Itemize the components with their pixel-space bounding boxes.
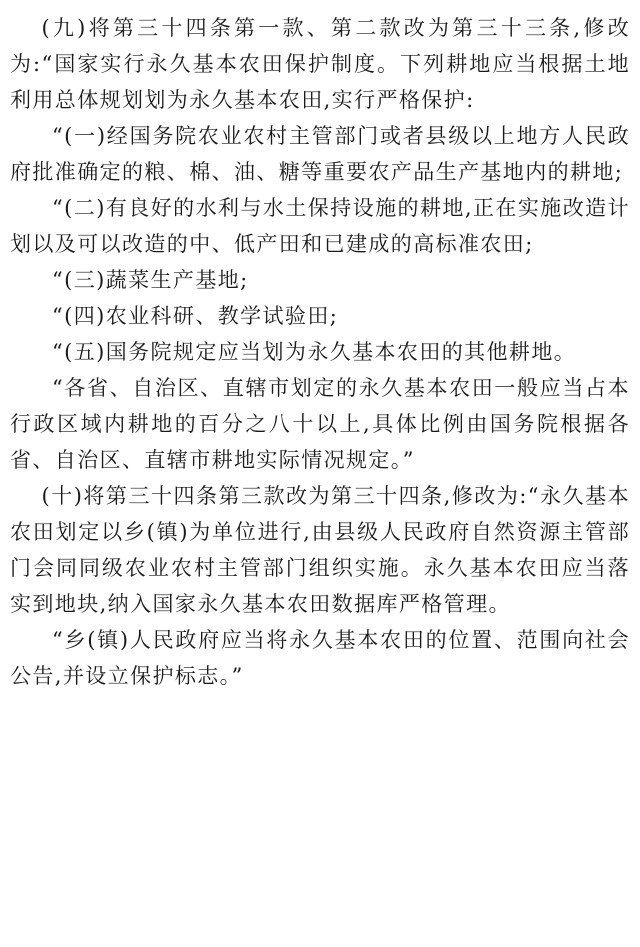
paragraph-clause-3: “(三)蔬菜生产基地; [52, 268, 249, 292]
paragraph-clause-1: “(一)经国务院农业农村主管部门或者县级以上地方人民政府批准确定的粮、棉、油、糖等重要农产品生产基地内的耕地; [10, 124, 630, 184]
paragraph-clause-4: “(四)农业科研、教学试验田; [52, 304, 339, 328]
paragraph-item-10: (十)将第三十四条第三款改为第三十四条,修改为:“永久基本农田划定以乡(镇)为单位进行,由县级人民政府自然资源主管部门会同同级农业农村主管部门组织实施。永久基本农田应当落实到地块,纳入国家永久基本农田数据库严格管理。 [10, 484, 630, 616]
paragraph-item-9: (九)将第三十四条第一款、第二款改为第三十三条,修改为:“国家实行永久基本农田保护制度。下列耕地应当根据土地利用总体规划划为永久基本农田,实行严格保护: [10, 16, 630, 112]
paragraph-township: “乡(镇)人民政府应当将永久基本农田的位置、范围向社会公告,并设立保护标志。” [10, 628, 630, 688]
paragraph-clause-2: “(二)有良好的水利与水土保持设施的耕地,正在实施改造计划以及可以改造的中、低产田和已建成的高标准农田; [10, 196, 630, 256]
paragraph-clause-5: “(五)国务院规定应当划为永久基本农田的其他耕地。 [52, 340, 577, 364]
paragraph-provinces: “各省、自治区、直辖市划定的永久基本农田一般应当占本行政区域内耕地的百分之八十以上,具体比例由国务院根据各省、自治区、直辖市耕地实际情况规定。” [10, 376, 630, 472]
